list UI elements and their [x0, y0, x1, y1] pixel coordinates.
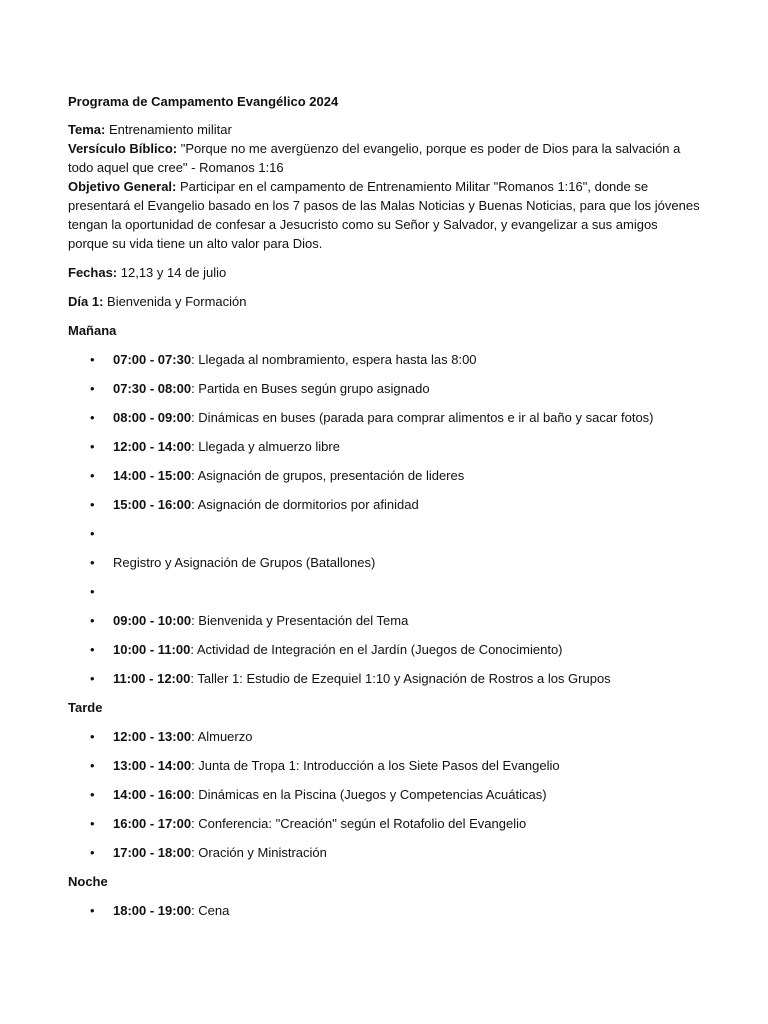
- manana-heading: Mañana: [68, 323, 117, 338]
- bullet-icon: •: [90, 642, 95, 657]
- item-text: : Llegada y almuerzo libre: [191, 439, 340, 454]
- tema-value: Entrenamiento militar: [105, 122, 232, 137]
- objetivo-label: Objetivo General:: [68, 179, 177, 194]
- document-title: Programa de Campamento Evangélico 2024: [68, 94, 339, 109]
- tarde-list: [68, 727, 700, 862]
- item-text: : Actividad de Integración en el Jardín (Juegos de Conocimiento): [190, 642, 563, 657]
- item-time: 15:00 - 16:00: [113, 497, 192, 512]
- bullet-icon: •: [90, 381, 95, 396]
- list-item: [68, 611, 700, 630]
- item-text: : Partida en Buses según grupo asignado: [191, 381, 430, 396]
- item-text: : Dinámicas en la Piscina (Juegos y Competencias Acuáticas): [191, 787, 547, 802]
- bullet-icon: •: [90, 613, 95, 628]
- item-time: 16:00 - 17:00: [113, 816, 192, 831]
- noche-list: [68, 901, 700, 920]
- bullet-icon: •: [90, 903, 95, 918]
- list-item: [68, 466, 700, 485]
- bullet-icon: •: [90, 497, 95, 512]
- item-text: : Llegada al nombramiento, espera hasta las 8:00: [191, 352, 477, 367]
- item-text: : Taller 1: Estudio de Ezequiel 1:10 y Asignación de Rostros a los Grupos: [190, 671, 611, 686]
- fechas-value: 12,13 y 14 de julio: [117, 265, 227, 280]
- tarde-heading: Tarde: [68, 700, 103, 715]
- list-item: [68, 495, 700, 514]
- item-text: Registro y Asignación de Grupos (Batallones): [113, 555, 376, 570]
- item-time: 11:00 - 12:00: [113, 671, 191, 686]
- bullet-icon: •: [90, 439, 95, 454]
- fechas-line: [68, 263, 700, 282]
- item-text: : Conferencia: "Creación" según el Rotafolio del Evangelio: [191, 816, 527, 831]
- item-time: 12:00 - 13:00: [113, 729, 192, 744]
- list-item: [68, 901, 700, 920]
- list-item: [68, 814, 700, 833]
- dia1-value: Bienvenida y Formación: [103, 294, 247, 309]
- list-item: [68, 408, 700, 427]
- item-time: 18:00 - 19:00: [113, 903, 192, 918]
- list-item: [68, 727, 700, 746]
- item-text: : Oración y Ministración: [191, 845, 327, 860]
- list-item: [68, 640, 700, 659]
- item-time: 07:00 - 07:30: [113, 352, 192, 367]
- item-time: 14:00 - 16:00: [113, 787, 192, 802]
- list-item: [68, 785, 700, 804]
- list-item: [68, 350, 700, 369]
- fechas-label: Fechas:: [68, 265, 118, 280]
- tema-line: [68, 120, 700, 139]
- item-time: 17:00 - 18:00: [113, 845, 192, 860]
- item-time: 12:00 - 14:00: [113, 439, 192, 454]
- dia1-line: [68, 292, 700, 311]
- noche-heading: Noche: [68, 874, 108, 889]
- item-time: 07:30 - 08:00: [113, 381, 192, 396]
- item-time: 10:00 - 11:00: [113, 642, 191, 657]
- versiculo-label: Versículo Bíblico:: [68, 141, 178, 156]
- item-text: : Dinámicas en buses (parada para comprar alimentos e ir al baño y sacar fotos): [191, 410, 654, 425]
- list-item: [68, 582, 700, 601]
- bullet-icon: •: [90, 352, 95, 367]
- document-page: [68, 92, 700, 930]
- list-item: [68, 379, 700, 398]
- manana-list: [68, 350, 700, 688]
- item-text: : Bienvenida y Presentación del Tema: [191, 613, 409, 628]
- bullet-icon: •: [90, 584, 95, 599]
- item-time: 08:00 - 09:00: [113, 410, 192, 425]
- item-text: : Almuerzo: [191, 729, 253, 744]
- list-item: [68, 843, 700, 862]
- item-time: 09:00 - 10:00: [113, 613, 192, 628]
- list-item: [68, 756, 700, 775]
- list-item: [68, 437, 700, 456]
- versiculo-line: [68, 139, 700, 177]
- list-item: [68, 669, 700, 688]
- bullet-icon: •: [90, 845, 95, 860]
- bullet-icon: •: [90, 555, 95, 570]
- item-text: : Cena: [191, 903, 230, 918]
- bullet-icon: •: [90, 671, 95, 686]
- item-text: : Asignación de grupos, presentación de lideres: [191, 468, 465, 483]
- item-text: : Asignación de dormitorios por afinidad: [191, 497, 419, 512]
- objetivo-value: Participar en el campamento de Entrenamiento Militar "Romanos 1:16", donde se presentará el Evangelio basado en los 7 pasos de las Malas Noticias y Buenas Noticias, para que los jóvenes tengan la oportunidad de confesar a Jesucristo como su Señor y Salvador, y evangelizar a sus amigos porque su vida tiene un alto valor para Dios.: [68, 179, 700, 251]
- list-item: [68, 553, 700, 572]
- list-item: [68, 524, 700, 543]
- bullet-icon: •: [90, 729, 95, 744]
- bullet-icon: •: [90, 526, 95, 541]
- bullet-icon: •: [90, 787, 95, 802]
- item-time: 13:00 - 14:00: [113, 758, 192, 773]
- objetivo-line: [68, 177, 700, 253]
- item-time: 14:00 - 15:00: [113, 468, 192, 483]
- versiculo-value: "Porque no me avergüenzo del evangelio, porque es poder de Dios para la salvación a todo aquel que cree" - Romanos 1:16: [68, 141, 681, 175]
- item-text: : Junta de Tropa 1: Introducción a los Siete Pasos del Evangelio: [191, 758, 560, 773]
- tema-label: Tema:: [68, 122, 106, 137]
- dia1-label: Día 1:: [68, 294, 104, 309]
- bullet-icon: •: [90, 816, 95, 831]
- bullet-icon: •: [90, 468, 95, 483]
- bullet-icon: •: [90, 758, 95, 773]
- bullet-icon: •: [90, 410, 95, 425]
